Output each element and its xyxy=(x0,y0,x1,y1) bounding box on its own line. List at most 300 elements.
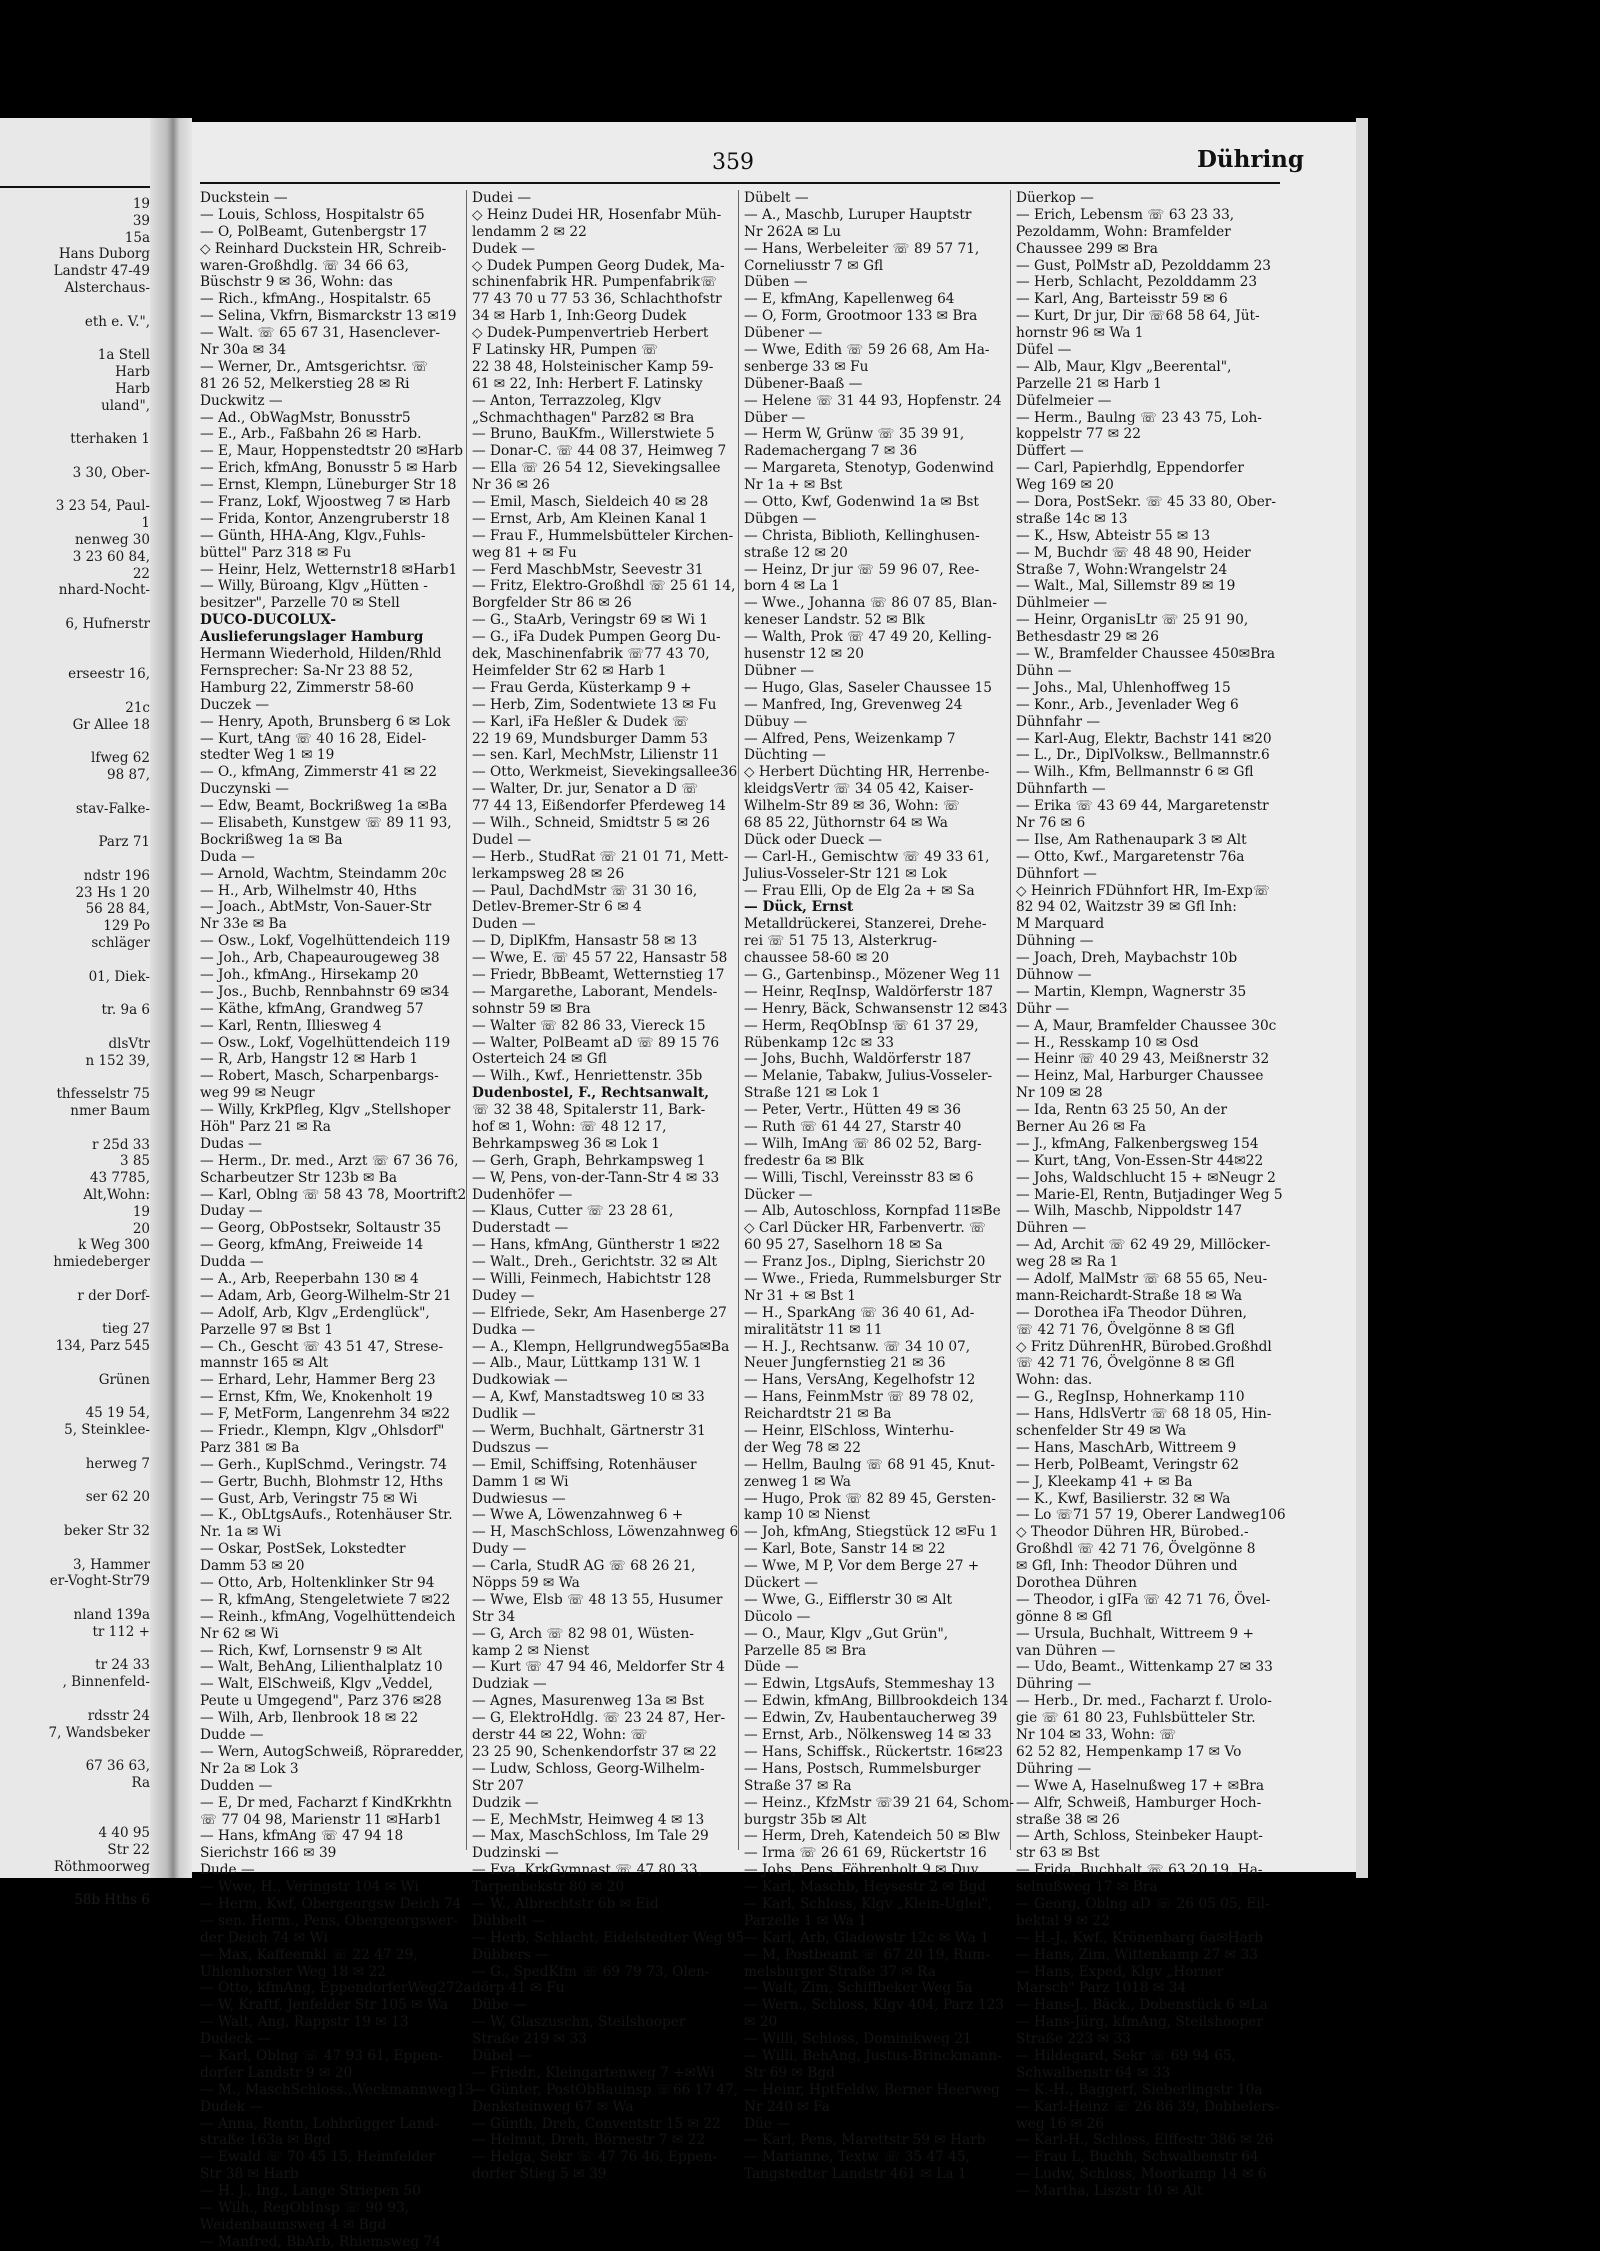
directory-entry-line: der Weg 78 ✉ 22 xyxy=(744,1439,861,1456)
left-page-line xyxy=(0,1691,150,1708)
directory-entry-line: ◇ Herbert Düchting HR, Herrenbe- xyxy=(744,764,990,781)
directory-entry-line: — Willy, Büroang, Klgv „Hütten - xyxy=(200,578,428,595)
directory-entry-line: — Herm., Dr. med., Arzt ☏ 67 36 76, xyxy=(200,1152,459,1169)
directory-entry-line: — Wwe, H., Veringstr 104 ✉ Wi xyxy=(200,1879,419,1896)
directory-entry-line: — Heinr, HptFeldw, Berner Heerweg xyxy=(744,2081,1000,2098)
directory-entry-line: Düber — xyxy=(744,409,806,426)
directory-entry-line: „Schmachthagen" Parz82 ✉ Bra xyxy=(472,409,695,426)
directory-entry-line: — Kurt, tAng ☏ 40 16 28, Eidel- xyxy=(200,730,427,747)
directory-entry-line: — Wwe, E. ☏ 45 57 22, Hansastr 58 xyxy=(472,950,728,967)
directory-entry-line: Corneliusstr 7 ✉ Gfl xyxy=(744,257,884,274)
directory-entry-line: — Kurt, Dr jur, Dir ☏68 58 64, Jüt- xyxy=(1016,308,1260,325)
directory-entry-line: — Wilh., RegObInsp ☏ 90 93, xyxy=(200,2199,410,2216)
directory-entry-line: — Willi, Feinmech, Habichtstr 128 xyxy=(472,1271,712,1287)
directory-entry-line: — Elfriede, Sekr, Am Hasenberge 27 xyxy=(472,1304,727,1321)
directory-entry-line: dorfer Landstr 9 ✉ 20 xyxy=(200,2064,353,2081)
directory-entry-line: Straße 7, Wohn:Wrangelstr 24 xyxy=(1016,561,1228,578)
directory-entry-line: dek, Maschinenfabrik ☏77 43 70, xyxy=(472,646,710,663)
directory-entry-line: — Franz Jos., Diplng, Sierichstr 20 xyxy=(744,1254,986,1271)
directory-entry-line: Wohn: das. xyxy=(1016,1372,1093,1389)
directory-entry-line: — Frau Gerda, Küsterkamp 9 + xyxy=(472,679,692,696)
left-page-line xyxy=(0,1540,150,1557)
left-page-line: ndstr 196 xyxy=(83,867,150,884)
left-page-fragment xyxy=(0,118,150,1909)
directory-entry-line: ☏ 42 71 76, Övelgönne 8 ✉ Gfl xyxy=(1016,1321,1235,1338)
directory-entry-line: Tarpenbekstr 80 ✉ 20 xyxy=(472,1879,625,1896)
directory-entry-line: Julius-Vosseler-Str 121 ✉ Lok xyxy=(744,865,947,882)
left-page-rule xyxy=(0,186,150,188)
directory-entry-line: Behrkampsweg 36 ✉ Lok 1 xyxy=(472,1135,660,1152)
directory-entry-line: Dühring — xyxy=(1016,1760,1092,1777)
directory-entry-line: Duckstein — xyxy=(200,190,288,206)
directory-entry-line: — Heinr, Helz, Wetternstr18 ✉Harb1 xyxy=(200,561,458,578)
directory-entry-line: str 63 ✉ Bst xyxy=(1016,1845,1100,1862)
directory-entry-line: Duderstadt — xyxy=(472,1220,569,1237)
left-page-line: 129 Po xyxy=(103,918,150,935)
directory-entry-line: weg 28 ✉ Ra 1 xyxy=(1016,1254,1119,1271)
directory-entry-line: Parzelle 97 ✉ Bst 1 xyxy=(200,1321,334,1338)
directory-entry-line: — Erhard, Lehr, Hammer Berg 23 xyxy=(200,1372,436,1389)
directory-entry-line: — G., SpedKfm ☏ 69 79 73, Olen- xyxy=(472,1963,710,1980)
directory-entry-line: — Bruno, BauKfm., Willerstwiete 5 xyxy=(472,426,715,443)
directory-entry-line: Dübel — xyxy=(472,2047,532,2064)
directory-entry-line: — Donar-C. ☏ 44 08 37, Heimweg 7 xyxy=(472,443,727,460)
left-page-line: 3 85 xyxy=(119,1153,150,1170)
directory-entry-line: 77 44 13, Eißendorfer Pferdeweg 14 xyxy=(472,798,726,815)
directory-entry-line: fredestr 6a ✉ Blk xyxy=(744,1152,864,1169)
directory-entry-line: — Wilh., Kfm, Bellmannstr 6 ✉ Gfl xyxy=(1016,764,1254,781)
directory-entry-line: Dühn — xyxy=(1016,662,1072,679)
left-page-line xyxy=(0,1590,150,1607)
directory-entry-line: Dudas — xyxy=(200,1135,262,1152)
directory-entry-line: — L., Dr., DiplVolksw., Bellmannstr.6 xyxy=(1016,747,1270,764)
directory-entry-line: Dudek — xyxy=(472,240,535,257)
directory-entry-line: — Heinz., KfzMstr ☏39 21 64, Schom- xyxy=(744,1794,1014,1811)
directory-entry-line: Straße 219 ✉ 33 xyxy=(472,2031,587,2048)
directory-entry-line: — Ch., Gescht ☏ 43 51 47, Strese- xyxy=(200,1338,444,1355)
left-page-line: er-Voght-Str79 xyxy=(49,1573,150,1590)
directory-entry-line: — Franz, Lokf, Wjoostweg 7 ✉ Harb xyxy=(200,494,451,511)
directory-entry-line: — Herb, Schlacht, Eidelstedter Weg 95 xyxy=(472,1929,745,1946)
left-page-line: nhard-Nocht- xyxy=(58,582,150,599)
left-page-line: k Weg 300 xyxy=(78,1237,150,1254)
directory-entry-line: — Ad, Archit ☏ 62 49 29, Millöcker- xyxy=(1016,1237,1271,1254)
directory-entry-line: weg 16 ✉ 26 xyxy=(1016,2115,1104,2132)
directory-entry-line: — Karl-H., Schloss, Elffestr 386 ✉ 26 xyxy=(1016,2132,1274,2149)
directory-entry-line: — O, PolBeamt, Gutenbergstr 17 xyxy=(200,223,428,240)
directory-entry-line: — Ludw, Schloss, Georg-Wilhelm- xyxy=(472,1760,705,1777)
directory-entry-line: — Walt, BehAng, Lilienthalplatz 10 xyxy=(200,1659,443,1676)
directory-entry-line: — Gerh, Graph, Behrkampsweg 1 xyxy=(472,1152,706,1169)
directory-entry-line: — Hans, HdlsVertr ☏ 68 18 05, Hin- xyxy=(1016,1406,1272,1423)
left-page-line: 19 xyxy=(132,196,150,212)
left-page-line: 15a xyxy=(124,229,150,246)
directory-entry-line: Duda — xyxy=(200,848,255,865)
directory-entry-line: besitzer", Parzelle 70 ✉ Stell xyxy=(200,595,400,612)
directory-entry-line: Dudy — xyxy=(472,1541,527,1558)
directory-entry-line: — Frida, Buchhalt ☏ 63 20 19, Ha- xyxy=(1016,1862,1263,1879)
directory-entry-line: Dübner — xyxy=(744,662,815,679)
left-page-line xyxy=(0,985,150,1002)
left-page-line: 3, Hammer xyxy=(72,1556,150,1573)
directory-entry-line: Schwalbenstr 64 ✉ 33 xyxy=(1016,2064,1171,2081)
directory-entry-line: Dübuy — xyxy=(744,713,808,730)
directory-entry-line: — Ernst, Kfm, We, Knokenholt 19 xyxy=(200,1389,433,1406)
left-page-line: uland", xyxy=(101,397,150,414)
directory-entry-line: Dübbelt — xyxy=(472,1912,546,1929)
directory-entry-line: — Helene ☏ 31 44 93, Hopfenstr. 24 xyxy=(744,392,1002,409)
directory-entry-line: Dühlmeier — xyxy=(1016,595,1108,612)
left-page-line xyxy=(0,1389,150,1406)
directory-entry-line: — Karl, Oblng ☏ 47 93 61, Eppen- xyxy=(200,2047,443,2064)
left-page-line: Grünen xyxy=(98,1371,150,1388)
directory-entry-line: — A, Maur, Bramfelder Chaussee 30c xyxy=(1016,1017,1277,1034)
directory-entry-line: — Karl, Arb, Gladowstr 12c ✉ Wa 1 xyxy=(744,1929,989,1946)
directory-entry-line: — Hans, Postsch, Rummelsburger xyxy=(744,1760,981,1777)
directory-entry-line: Parz 381 ✉ Ba xyxy=(200,1439,300,1456)
directory-entry-line: hornstr 96 ✉ Wa 1 xyxy=(1016,325,1144,342)
directory-entry-line: miralitätstr 11 ✉ 11 xyxy=(744,1321,883,1338)
left-page-line xyxy=(0,784,150,801)
directory-entry-line: straße 12 ✉ 20 xyxy=(744,544,848,561)
directory-entry-line: — Karl, Oblng ☏ 58 43 78, Moortrift2 xyxy=(200,1186,467,1203)
directory-entry-line: — Theodor, i gIFa ☏ 42 71 76, Övel- xyxy=(1016,1591,1271,1608)
directory-entry-line: — Willy, KrkPfleg, Klgv „Stellshoper xyxy=(200,1102,451,1119)
left-page-line: Parz 71 xyxy=(98,834,150,851)
directory-entry-line: Duden — xyxy=(472,916,536,933)
directory-entry-line: — W, Glaszuschn, Steilshooper xyxy=(472,2014,686,2031)
directory-entry-line: — H, MaschSchloss, Löwenzahnweg 6 xyxy=(472,1524,739,1541)
directory-entry-line: straße 38 ✉ 26 xyxy=(1016,1811,1120,1828)
directory-entry-line: — Melanie, Tabakw, Julius-Vosseler- xyxy=(744,1068,993,1085)
left-page-line: tieg 27 xyxy=(102,1321,150,1338)
directory-entry-line: — Hans, MaschArb, Wittreem 9 xyxy=(1016,1439,1237,1456)
directory-entry-line: Dudey — xyxy=(472,1287,535,1304)
directory-entry-line: — Georg, kfmAng, Freiweide 14 xyxy=(200,1237,424,1254)
left-page-line: nenweg 30 xyxy=(74,531,150,548)
directory-entry-line: koppelstr 77 ✉ 22 xyxy=(1016,426,1141,443)
directory-entry-line: — Adam, Arb, Georg-Wilhelm-Str 21 xyxy=(200,1287,452,1304)
directory-entry-line: — Wilh., Kwf., Henriettenstr. 35b xyxy=(472,1068,703,1085)
directory-entry-line: ✉ Gfl, Inh: Theodor Dühren und xyxy=(1016,1558,1238,1575)
left-page-text xyxy=(0,196,150,1909)
directory-entry-line: — Friedr., Klempn, Klgv „Ohlsdorf" xyxy=(200,1423,445,1440)
left-page-line xyxy=(0,1120,150,1137)
directory-entry-line: — Heinr ☏ 40 29 43, Meißnerstr 32 xyxy=(1016,1051,1270,1068)
directory-entry-line: — Erich, kfmAng, Bonusstr 5 ✉ Harb xyxy=(200,460,458,477)
directory-entry-line: Uhlenhorster Weg 18 ✉ 22 xyxy=(200,1963,386,1980)
left-page-line: 58b Hths 6 xyxy=(74,1892,150,1909)
left-page-line: schläger xyxy=(91,935,150,952)
directory-entry-line: — G., Gartenbinsp., Mözener Weg 11 xyxy=(744,966,1002,983)
directory-entry-line: — Willi, Schloss, Dominikweg 21 xyxy=(744,2031,972,2048)
directory-entry-line: 68 85 22, Jüthornstr 64 ✉ Wa xyxy=(744,814,948,831)
directory-entry-line: — R, Arb, Hangstr 12 ✉ Harb 1 xyxy=(200,1051,419,1068)
left-page-line: Alt,Wohn: xyxy=(83,1187,150,1204)
directory-entry-line: — Joh., Arb, Chapeaurougeweg 38 xyxy=(200,950,440,967)
left-page-line: 43 7785, xyxy=(89,1170,150,1187)
directory-entry-line: Dudei — xyxy=(472,190,532,206)
left-page-line: Hans Duborg xyxy=(58,246,150,263)
directory-entry-line: — Karl, Schloss, Klgv „Klein-Uglei", xyxy=(744,1895,993,1912)
directory-entry-line: 82 94 02, Waitzstr 39 ✉ Gfl Inh: xyxy=(1016,899,1237,916)
directory-entry-line: Weg 169 ✉ 20 xyxy=(1016,477,1114,494)
directory-entry-line: — Friedr, BbBeamt, Wetternstieg 17 xyxy=(472,966,725,983)
directory-entry-line: Str 38 ✉ Harb xyxy=(200,2166,299,2183)
directory-entry-line: — Hildegard, Sekr ☏ 69 94 65, xyxy=(1016,2047,1236,2064)
directory-entry-line: — E, MechMstr, Heimweg 4 ✉ 13 xyxy=(472,1811,705,1828)
directory-entry-line: Chaussee 299 ✉ Bra xyxy=(1016,240,1158,257)
left-page-line xyxy=(0,448,150,465)
directory-entry-line: — Herm, ReqObInsp ☏ 61 37 29, xyxy=(744,1017,979,1034)
left-page-line: Harb xyxy=(115,380,150,397)
directory-entry-line: Sierichstr 166 ✉ 39 xyxy=(200,1845,337,1862)
left-page-line xyxy=(0,1876,150,1893)
directory-entry-line: Auslieferungslager Hamburg xyxy=(200,629,424,646)
directory-entry-line: Nr 104 ✉ 33, Wohn: ☏ xyxy=(1016,1727,1177,1744)
directory-entry-line: kleidgsVertr ☏ 34 05 42, Kaiser- xyxy=(744,781,974,798)
directory-entry-line: — Arth, Schloss, Steinbeker Haupt- xyxy=(1016,1828,1263,1845)
directory-entry-line: — Henry, Apoth, Brunsberg 6 ✉ Lok xyxy=(200,713,451,730)
left-page-line: 3 23 54, Paul- xyxy=(55,498,150,515)
left-page-line: 3 23 60 84, xyxy=(72,548,150,565)
directory-entry-line: — Walt, Zim, Schiffbeker Weg 5a xyxy=(744,1980,973,1997)
directory-entry-line: — K., Hsw, Abteistr 55 ✉ 13 xyxy=(1016,527,1211,544)
left-page-line: 67 36 63, xyxy=(85,1758,150,1775)
directory-entry-line: — Walt, ElSchweiß, Klgv „Veddel, xyxy=(200,1676,433,1693)
directory-entry-line: Dühnow — xyxy=(1016,966,1092,983)
directory-entry-line: burgstr 35b ✉ Alt xyxy=(744,1811,867,1828)
directory-entry-line: Damm 1 ✉ Wi xyxy=(472,1473,569,1490)
directory-entry-line: — Herm, Dreh, Katendeich 50 ✉ Blw xyxy=(744,1828,1001,1845)
directory-entry-line: Dudka — xyxy=(472,1321,536,1338)
directory-entry-line: — Hans-J., Bäck., Dobenstück 6 ✉La xyxy=(1016,1997,1268,2014)
left-page-line: hmiedeberger xyxy=(53,1254,150,1271)
directory-entry-line: — Gertr, Buchh, Blohmstr 12, Hths xyxy=(200,1473,444,1490)
directory-entry-line: — J., kfmAng, Falkenbergsweg 154 xyxy=(1016,1135,1259,1152)
directory-entry-line: Denksteinweg 67 ✉ Wa xyxy=(472,2098,634,2115)
directory-entry-line: — Walter, Dr. jur, Senator a D ☏ xyxy=(472,781,699,798)
directory-entry-line: — D, DiplKfm, Hansastr 58 ✉ 13 xyxy=(472,933,698,950)
left-page-line: 56 28 84, xyxy=(85,901,150,918)
left-page-line xyxy=(0,633,150,650)
book-gutter xyxy=(150,118,192,1878)
directory-entry-line: — Heinz, Mal, Harburger Chaussee xyxy=(1016,1068,1264,1085)
directory-entry-line: — G, Arch ☏ 82 98 01, Wüsten- xyxy=(472,1625,694,1642)
directory-entry-line: Dude — xyxy=(200,1862,255,1879)
left-page-line: 01, Diek- xyxy=(88,968,150,985)
directory-entry-line: — Alfr, Schweiß, Hamburger Hoch- xyxy=(1016,1794,1262,1811)
directory-entry-line: — Wern, AutogSchweiß, Röpraredder, xyxy=(200,1743,464,1760)
directory-entry-line: — Margareta, Stenotyp, Godenwind xyxy=(744,460,994,477)
directory-entry-line: — Edw, Beamt, Bockrißweg 1a ✉Ba xyxy=(200,798,448,815)
directory-entry-line: Berner Au 26 ✉ Fa xyxy=(1016,1118,1146,1135)
directory-entry-line: kamp 10 ✉ Nienst xyxy=(744,1507,870,1524)
left-page-line xyxy=(0,1506,150,1523)
directory-entry-line: Dühnfort — xyxy=(1016,865,1097,882)
directory-entry-line: Dühning — xyxy=(1016,933,1094,950)
directory-entry-line: — W, Pens, von-der-Tann-Str 4 ✉ 33 xyxy=(472,1169,720,1186)
directory-entry-line: zenweg 1 ✉ Wa xyxy=(744,1473,851,1490)
directory-entry-line: — Frida, Kontor, Anzengruberstr 18 xyxy=(200,510,450,527)
directory-entry-line: — Joh, kfmAng, Stiegstück 12 ✉Fu 1 xyxy=(744,1524,999,1541)
directory-entry-line: Nr 62 ✉ Wi xyxy=(200,1625,279,1642)
directory-entry-line: — Friedr., Kleingartenweg 7 +✉Wi xyxy=(472,2064,715,2081)
directory-entry-line: — A, Kwf, Manstadtsweg 10 ✉ 33 xyxy=(472,1389,705,1406)
directory-entry-line: — K.-H., Baggerf, Sieberlingstr 10a xyxy=(1016,2081,1263,2098)
directory-entry-line: — Heinr, ElSchloss, Winterhu- xyxy=(744,1423,955,1440)
left-page-line: ser 62 20 xyxy=(85,1489,150,1506)
directory-entry-line: Dudszus — xyxy=(472,1439,549,1456)
directory-entry-line: — Herm, Kwf, Obergeorgsw Deich 74 xyxy=(200,1895,462,1912)
directory-entry-line: — sen. Herm., Pens, Obergeorgswer- xyxy=(200,1912,458,1929)
directory-entry-line: — Ruth ☏ 61 44 27, Starstr 40 xyxy=(744,1118,962,1135)
directory-entry-line: Nr 262A ✉ Lu xyxy=(744,223,841,240)
directory-entry-line: — Ferd MaschbMstr, Seevestr 31 xyxy=(472,561,704,578)
directory-entry-line: — Martha, Liszstr 10 ✉ Alt xyxy=(1016,2183,1203,2200)
directory-entry-line: Dühren — xyxy=(1016,1220,1087,1237)
directory-entry-line: Borgfelder Str 86 ✉ 26 xyxy=(472,595,632,612)
directory-entry-line: Detlev-Bremer-Str 6 ✉ 4 xyxy=(472,899,642,916)
directory-entry-line: ◇ Carl Dücker HR, Farbenvertr. ☏ xyxy=(744,1220,987,1237)
directory-entry-line: kamp 2 ✉ Nienst xyxy=(472,1642,590,1659)
left-page-line: eth e. V.", xyxy=(84,313,150,330)
left-page-line xyxy=(0,1809,150,1826)
directory-entry-line: der Deich 74 ✉ Wi xyxy=(200,1929,328,1946)
directory-entry-line: Duczynski — xyxy=(200,781,289,798)
directory-entry-line: Nr 30a ✉ 34 xyxy=(200,342,287,359)
directory-entry-line: — Hans-Jürg, kfmAng, Steilshooper xyxy=(1016,2014,1263,2031)
left-page-line xyxy=(0,1741,150,1758)
directory-entry-line: Hamburg 22, Zimmerstr 58-60 xyxy=(200,679,414,696)
directory-entry-line: — Eva, KrkGymnast ☏ 47 80 33, xyxy=(472,1862,702,1879)
left-page-line: tr. 9a 6 xyxy=(101,1002,150,1019)
left-page-line: erseestr 16, xyxy=(68,666,150,683)
directory-entry-line: — Emil, Schiffsing, Rotenhäuser xyxy=(472,1456,697,1473)
directory-entry-line: 22 38 48, Holsteinischer Kamp 59- xyxy=(472,358,714,375)
header-rule xyxy=(200,182,1280,184)
directory-entry-line: Dübener — xyxy=(744,325,823,342)
directory-entry-line: gönne 8 ✉ Gfl xyxy=(1016,1608,1113,1625)
directory-entry-line: — Ludw, Schloss, Moorkamp 14 ✉ 6 xyxy=(1016,2166,1267,2183)
directory-entry-line: — Gust, PolMstr aD, Pezolddamm 23 xyxy=(1016,257,1272,274)
directory-entry-line: Nr 109 ✉ 28 xyxy=(1016,1085,1103,1102)
directory-entry-line: — Karl, iFa Heßler & Dudek ☏ xyxy=(472,713,690,730)
left-page-line: 19 xyxy=(132,1203,150,1220)
directory-entry-line: — Carl-H., Gemischtw ☏ 49 33 61, xyxy=(744,848,990,865)
directory-entry-line: Nr 2a ✉ Lok 3 xyxy=(200,1760,299,1777)
directory-entry-line: — Edwin, Zv, Haubentaucherweg 39 xyxy=(744,1710,998,1727)
left-page-line: 1a Stell xyxy=(97,347,150,364)
left-page-line: , Binnenfeld- xyxy=(62,1674,150,1691)
directory-entry-line: chaussee 58-60 ✉ 20 xyxy=(744,950,890,967)
directory-entry-line: mann-Reichardt-Straße 18 ✉ Wa xyxy=(1016,1287,1243,1304)
left-page-line: Str 22 xyxy=(107,1842,150,1859)
entries-column-3 xyxy=(744,190,1014,2183)
directory-entry-line: — Walth, Prok ☏ 47 49 20, Kelling- xyxy=(744,629,992,646)
directory-entry-line: selnußweg 17 ✉ Bra xyxy=(1016,1879,1158,1896)
directory-entry-line: — Hans, kfmAng ☏ 47 94 18 xyxy=(200,1828,404,1845)
left-page-line: n 152 39, xyxy=(85,1052,150,1069)
directory-entry-line: DUCO-DUCOLUX- xyxy=(200,612,337,629)
directory-entry-line: — Irma ☏ 26 61 69, Rückertstr 16 xyxy=(744,1845,987,1862)
left-page-line xyxy=(0,851,150,868)
directory-entry-line: straße 14c ✉ 13 xyxy=(1016,510,1128,527)
left-page-line xyxy=(0,330,150,347)
directory-entry-line: — Otto, Arb, Holtenklinker Str 94 xyxy=(200,1575,435,1592)
directory-entry-line: Pezoldamm, Wohn: Bramfelder xyxy=(1016,223,1231,240)
directory-entry-line: — Ursula, Buchhalt, Wittreem 9 + xyxy=(1016,1625,1254,1642)
left-page-line: Röthmoorweg xyxy=(53,1858,150,1875)
directory-entry-line: — J, Kleekamp 41 + ✉ Ba xyxy=(1016,1473,1193,1490)
directory-entry-line: — G., StaArb, Veringstr 69 ✉ Wi 1 xyxy=(472,612,708,629)
directory-entry-line: Peute u Umgegend", Parz 376 ✉28 xyxy=(200,1693,442,1710)
directory-entry-line: ☏ 42 71 76, Övelgönne 8 ✉ Gfl xyxy=(1016,1355,1235,1372)
left-page-line xyxy=(0,650,150,667)
left-page-line: tr 112 + xyxy=(92,1623,150,1640)
directory-entry-line: rei ☏ 51 75 13, Alsterkrug- xyxy=(744,933,937,950)
directory-entry-line: Dübgen — xyxy=(744,510,817,527)
left-page-line xyxy=(0,734,150,751)
directory-entry-line: — Anton, Terrazzoleg, Klgv xyxy=(472,392,662,409)
directory-entry-line: Düben — xyxy=(744,274,808,291)
directory-entry-line: — Wwe, M P, Vor dem Berge 27 + xyxy=(744,1558,980,1575)
directory-entry-line: mannstr 165 ✉ Alt xyxy=(200,1355,329,1372)
directory-entry-line: — E., Arb., Faßbahn 26 ✉ Harb. xyxy=(200,426,422,443)
directory-entry-line: — Selina, Vkfrn, Bismarckstr 13 ✉19 xyxy=(200,308,457,325)
directory-entry-line: — Käthe, kfmAng, Grandweg 57 xyxy=(200,1000,424,1017)
directory-entry-line: — Gust, Arb, Veringstr 75 ✉ Wi xyxy=(200,1490,418,1507)
directory-entry-line: — Heinr, OrganisLtr ☏ 25 91 90, xyxy=(1016,612,1249,629)
left-page-line xyxy=(0,599,150,616)
directory-entry-line: — W., Albrechtstr 6b ✉ Eid xyxy=(472,1895,659,1912)
directory-entry-line: Dudel — xyxy=(472,831,532,848)
directory-entry-line: — Günth, Dreh, Conventstr 15 ✉ 22 xyxy=(472,2115,721,2132)
directory-entry-line: Nr 31 + ✉ Bst 1 xyxy=(744,1287,856,1304)
directory-entry-line: — Walt. ☏ 65 67 31, Hasenclever- xyxy=(200,325,440,342)
directory-entry-line: weg 81 + ✉ Fu xyxy=(472,544,577,561)
directory-entry-line: — Alb., Maur, Lüttkamp 131 W. 1 xyxy=(472,1355,702,1372)
directory-entry-line: — Werner, Dr., Amtsgerichtsr. ☏ xyxy=(200,358,429,375)
directory-entry-line: Dübelt — xyxy=(744,190,809,206)
directory-entry-line: Dübe — xyxy=(472,1997,527,2014)
directory-entry-line: 61 ✉ 22, Inh: Herbert F. Latinsky xyxy=(472,375,703,392)
directory-entry-line: — Kurt ☏ 47 94 46, Meldorfer Str 4 xyxy=(472,1659,725,1676)
directory-entry-line: ☏ 77 04 98, Marienstr 11 ✉Harb1 xyxy=(200,1811,442,1828)
directory-entry-line: Wilhelm-Str 89 ✉ 36, Wohn: ☏ xyxy=(744,798,961,815)
directory-entry-line: — Willi, Tischl, Vereinsstr 83 ✉ 6 xyxy=(744,1169,974,1186)
left-page-line: 39 xyxy=(132,212,150,229)
directory-entry-line: Dudzik — xyxy=(472,1794,539,1811)
directory-entry-line: van Dühren — xyxy=(1016,1642,1116,1659)
directory-entry-line: Düchting — xyxy=(744,747,826,764)
directory-entry-line: — Manfred, BbArb, Rhiemsweg 74 xyxy=(200,2233,441,2250)
directory-entry-line: — Wwe., Frieda, Rummelsburger Str xyxy=(744,1271,1001,1287)
directory-entry-line: — Wwe, Elsb ☏ 48 13 55, Husumer xyxy=(472,1591,723,1608)
directory-entry-line: F Latinsky HR, Pumpen ☏ xyxy=(472,342,659,359)
directory-entry-line: — Elisabeth, Kunstgew ☏ 89 11 93, xyxy=(200,814,452,831)
directory-entry-line: Fernsprecher: Sa-Nr 23 88 52, xyxy=(200,662,414,679)
directory-entry-line: — Manfred, Ing, Grevenweg 24 xyxy=(744,696,963,713)
directory-entry-line: — E, Maur, Hoppenstedtstr 20 ✉Harb xyxy=(200,443,464,460)
directory-entry-line: ◇ Reinhard Duckstein HR, Schreib- xyxy=(200,240,447,257)
directory-entry-line: — Herb, Zim, Sodentwiete 13 ✉ Fu xyxy=(472,696,717,713)
directory-entry-line: — Johs., Mal, Uhlenhoffweg 15 xyxy=(1016,679,1231,696)
directory-entry-line: — Wilh, Arb, Ilenbrook 18 ✉ 22 xyxy=(200,1710,419,1727)
directory-entry-line: Dühring — xyxy=(1016,1676,1092,1693)
directory-entry-line: — Frau Elli, Op de Elg 2a + ✉ Sa xyxy=(744,882,975,899)
directory-entry-line: Großhdl ☏ 42 71 76, Övelgönne 8 xyxy=(1016,1541,1256,1558)
